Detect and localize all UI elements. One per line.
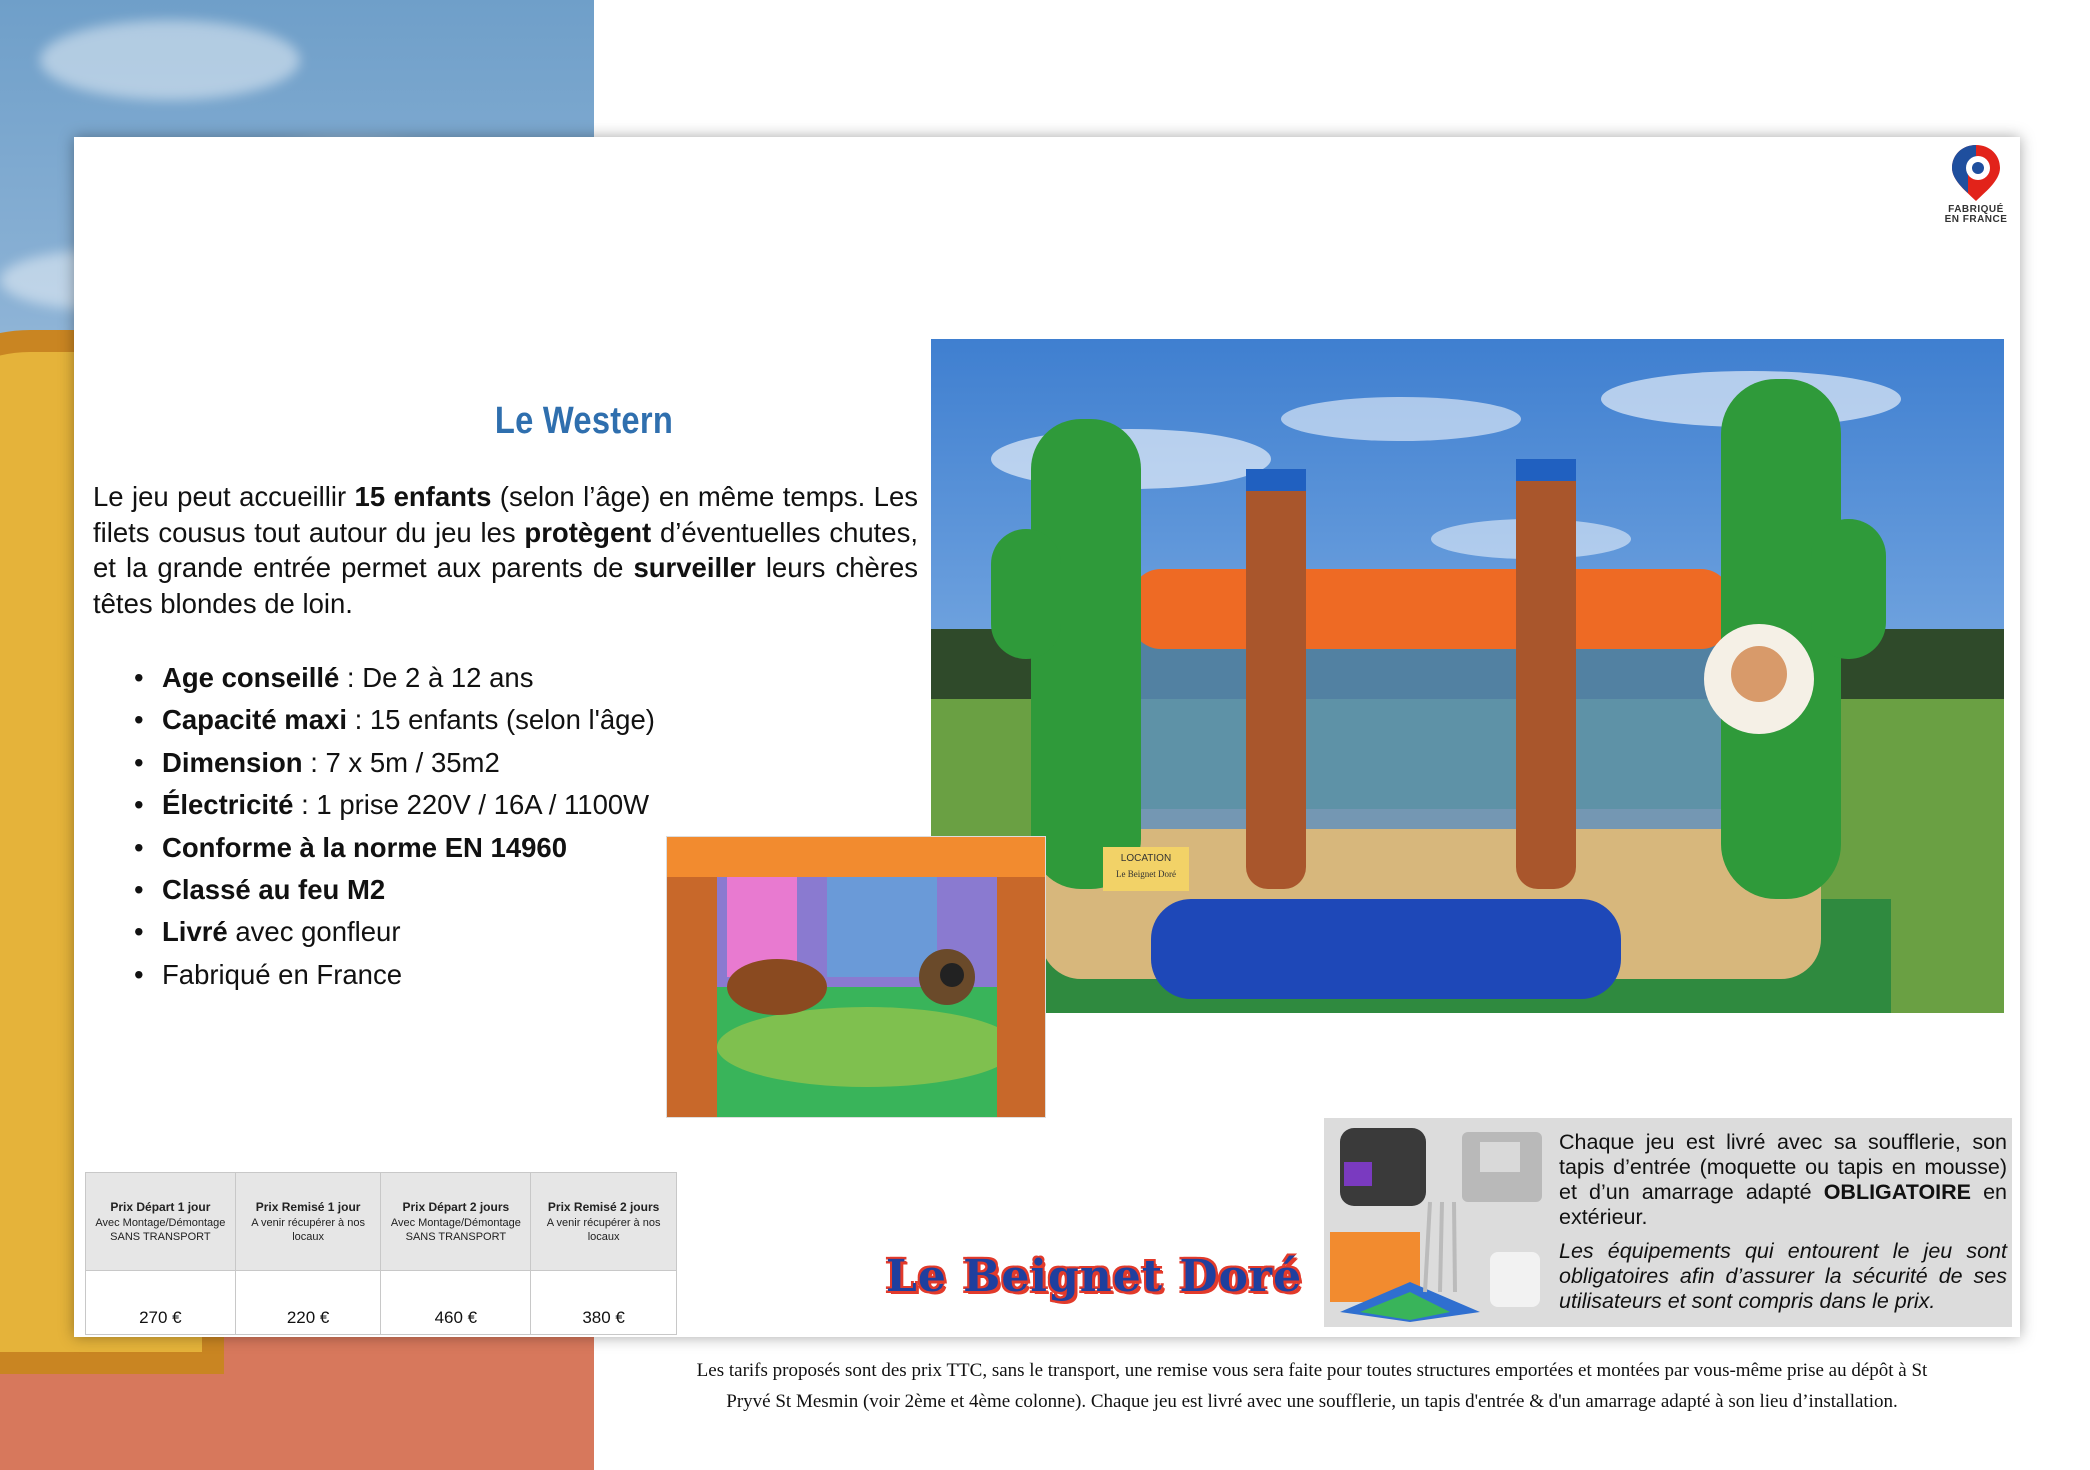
intro-bold-1: 15 enfants [354,481,492,512]
feature-item [134,911,754,953]
equipment-text-a: Chaque jeu est livré avec sa soufflerie, son tapis d’entrée (moquette ou tapis en mousse) et d’un amarrage adapté [1559,1130,2007,1204]
feature-item [134,827,754,869]
price-header [235,1173,381,1271]
price-header-title: Prix Remisé 1 jour [255,1199,361,1214]
equipment-illustration [1330,1122,1558,1322]
price-table [85,1172,677,1335]
feature-item [134,657,754,699]
feature-label: Age conseillé [162,662,340,693]
price-cell: 380 € [531,1271,677,1335]
price-header-title: Prix Départ 1 jour [110,1199,211,1214]
equipment-box [1324,1118,2012,1327]
badge-line1: FABRIQUÉ [1948,204,2004,215]
price-table-header-row [86,1173,677,1271]
price-header [531,1173,677,1271]
feature-item [134,699,754,741]
footer-note [612,1355,2012,1417]
intro-paragraph [93,479,918,621]
equipment-text [1559,1130,2007,1230]
feature-value: avec gonfleur [227,916,401,948]
price-header [381,1173,531,1271]
feature-value: : 15 enfants (selon l'âge) [346,704,655,736]
fabrique-en-france-badge [1938,141,2014,233]
product-photo-inside [666,836,1046,1118]
location-pin-icon [1946,141,2006,205]
intro-bold-3: surveiller [633,552,756,583]
brand-logo: Le Beignet Doré [885,1251,1303,1302]
feature-label: Conforme à la norme EN 14960 [162,831,568,863]
price-header-sub: Avec Montage/Démontage [390,1216,521,1229]
intro-text-3: d’éventuelles chutes, et la grande entrée permet aux parents de [93,516,918,583]
feature-value: : 1 prise 220V / 16A / 1100W [293,789,650,821]
equipment-text-bold: OBLIGATOIRE [1823,1180,1972,1204]
feature-label: Classé au feu M2 [162,874,386,906]
equipment-note: Les équipements qui entourent le jeu sont obligatoires afin d’assurer la sécurité de ses utilisateurs et sont compris dans le prix. [1559,1239,2007,1313]
intro-text-2: (selon l’âge) en même temps. Les filets cousus tout autour du jeu les [93,481,919,548]
feature-label: Électricité [162,789,294,821]
price-header-sub: A venir récupérer à nos locaux [251,1216,365,1243]
footer-line2: Pryvé St Mesmin (voir 2ème et 4ème colonne). Chaque jeu est livré avec une soufflerie, un tapis d'entrée & d'un amarrage adapté à son lieu d’installation. [726,1391,1898,1412]
product-card [74,137,2020,1337]
price-header-sub: A venir récupérer à nos locaux [546,1216,661,1243]
feature-label: Livré [162,916,228,948]
price-cell: 220 € [235,1271,381,1335]
footer-line1: Les tarifs proposés sont des prix TTC, sans le transport, une remise vous sera faite pour toutes structures emportées et montées par vous-même prise au dépôt à St [696,1360,1928,1381]
feature-value: : 7 x 5m / 35m2 [302,746,500,778]
intro-text-4: leurs chères têtes blondes de loin. [93,552,918,619]
product-photo-main [931,339,2004,1013]
price-table-value-row [86,1271,677,1335]
photo-sign-line1: LOCATION [1120,853,1172,864]
price-cell: 460 € [381,1271,531,1335]
photo-sign-line2: Le Beignet Doré [1116,869,1176,879]
feature-item [134,954,754,996]
price-header-title: Prix Départ 2 jours [402,1199,510,1214]
feature-item [134,784,754,826]
product-title: Le Western [494,400,674,442]
price-cell: 270 € [86,1271,236,1335]
badge-line2: EN FRANCE [1944,214,2008,225]
feature-item [134,742,754,784]
feature-label: Dimension [162,746,303,778]
intro-text-1: Le jeu peut accueillir [93,481,355,512]
feature-item [134,869,754,911]
feature-label: Capacité maxi [162,704,347,736]
price-header-title: Prix Remisé 2 jours [547,1199,660,1214]
intro-bold-2: protègent [524,516,652,548]
features-list [134,657,754,996]
feature-value: : De 2 à 12 ans [339,662,534,693]
price-header-sub: Avec Montage/Démontage [95,1216,226,1229]
feature-value: Fabriqué en France [162,958,402,990]
price-header-sub2: SANS TRANSPORT [110,1230,211,1243]
badge-label [1938,205,2014,225]
price-header-sub2: SANS TRANSPORT [405,1230,507,1243]
equipment-text-c: en extérieur. [1559,1180,2008,1229]
price-header [86,1173,236,1271]
